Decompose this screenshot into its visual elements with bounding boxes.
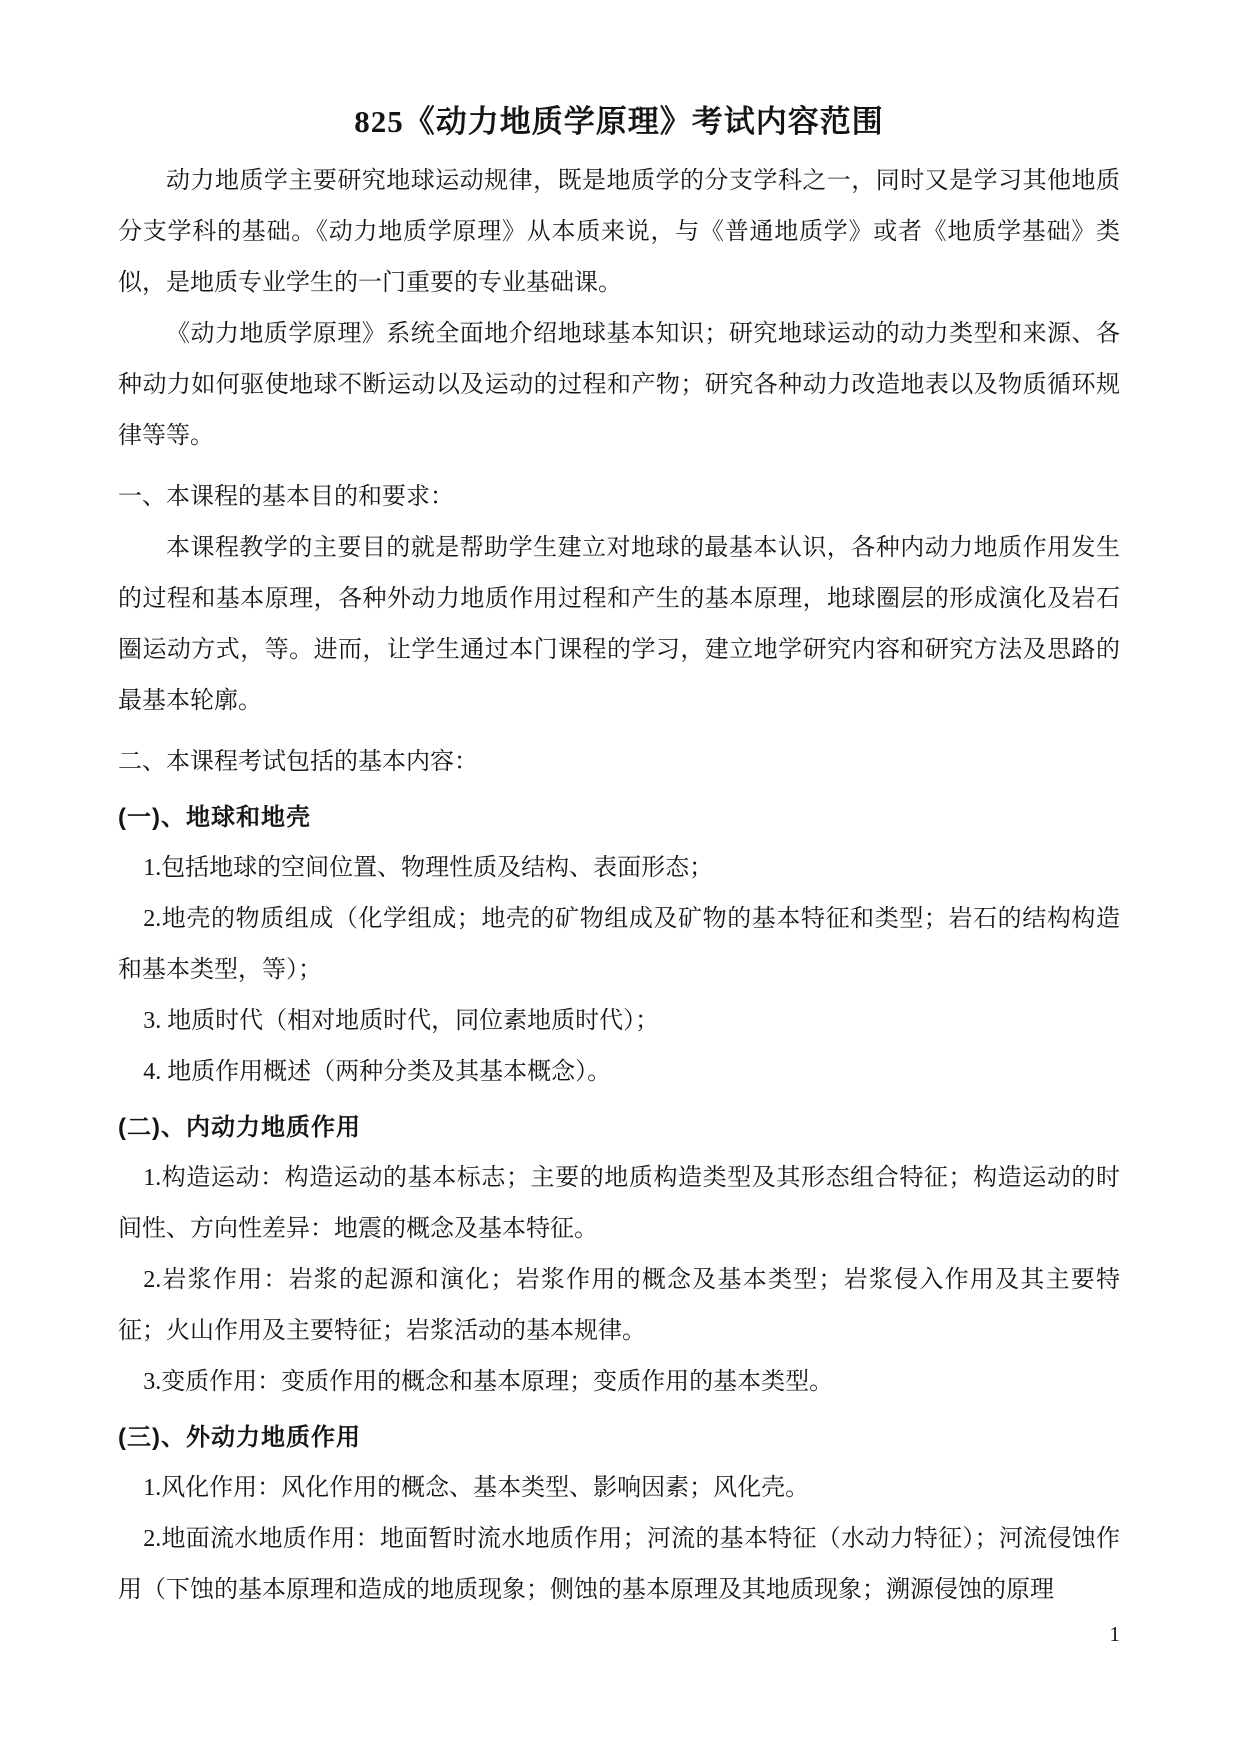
- part-2-item-1: 1.构造运动：构造运动的基本标志；主要的地质构造类型及其形态组合特征；构造运动的时间性、方向性差异：地震的概念及基本特征。: [118, 1165, 1120, 1242]
- section-2-heading: 二、本课程考试包括的基本内容：: [118, 749, 478, 775]
- part-3-item-2: 2.地面流水地质作用：地面暂时流水地质作用；河流的基本特征（水动力特征）；河流侵蚀作用（下蚀的基本原理和造成的地质现象；侧蚀的基本原理及其地质现象；溯源侵蚀的原理: [118, 1526, 1120, 1603]
- document-title: 825《动力地质学原理》考试内容范围: [354, 104, 884, 139]
- section-1-paragraph: 本课程教学的主要目的就是帮助学生建立对地球的最基本认识，各种内动力地质作用发生的过程和基本原理，各种外动力地质作用过程和产生的基本原理，地球圈层的形成演化及岩石圈运动方式，等。进而，让学生通过本门课程的学习，建立地学研究内容和研究方法及思路的最基本轮廓。: [118, 535, 1120, 714]
- document-content: [118, 0, 1120, 1616]
- part-1-item-1: 1.包括地球的空间位置、物理性质及结构、表面形态；: [143, 855, 714, 881]
- part-1-item-4: 4. 地质作用概述（两种分类及其基本概念）。: [143, 1059, 612, 1085]
- part-3-item-1: 1.风化作用：风化作用的概念、基本类型、影响因素；风化壳。: [143, 1475, 810, 1501]
- part-2-item-2: 2.岩浆作用：岩浆的起源和演化；岩浆作用的概念及基本类型；岩浆侵入作用及其主要特征；火山作用及主要特征；岩浆活动的基本规律。: [118, 1267, 1120, 1344]
- part-2-item-3: 3.变质作用：变质作用的概念和基本原理；变质作用的基本类型。: [143, 1369, 834, 1395]
- part-1-item-2: 2.地壳的物质组成（化学组成；地壳的矿物组成及矿物的基本特征和类型；岩石的结构构造和基本类型，等）；: [118, 906, 1120, 983]
- part-1-item-3: 3. 地质时代（相对地质时代，同位素地质时代）；: [143, 1008, 660, 1034]
- part-2-heading: (二)、内动力地质作用: [118, 1114, 361, 1141]
- intro-paragraph-1: 动力地质学主要研究地球运动规律，既是地质学的分支学科之一，同时又是学习其他地质分支学科的基础。《动力地质学原理》从本质来说，与《普通地质学》或者《地质学基础》类似，是地质专业学生的一门重要的专业基础课。: [118, 168, 1120, 296]
- section-1-heading: 一、本课程的基本目的和要求：: [118, 484, 454, 510]
- part-1-heading: (一)、地球和地壳: [118, 804, 311, 831]
- page-number: 1: [1109, 1622, 1120, 1646]
- intro-paragraph-2: 《动力地质学原理》系统全面地介绍地球基本知识；研究地球运动的动力类型和来源、各种动力如何驱使地球不断运动以及运动的过程和产物；研究各种动力改造地表以及物质循环规律等等。: [118, 321, 1120, 449]
- part-3-heading: (三)、外动力地质作用: [118, 1424, 361, 1451]
